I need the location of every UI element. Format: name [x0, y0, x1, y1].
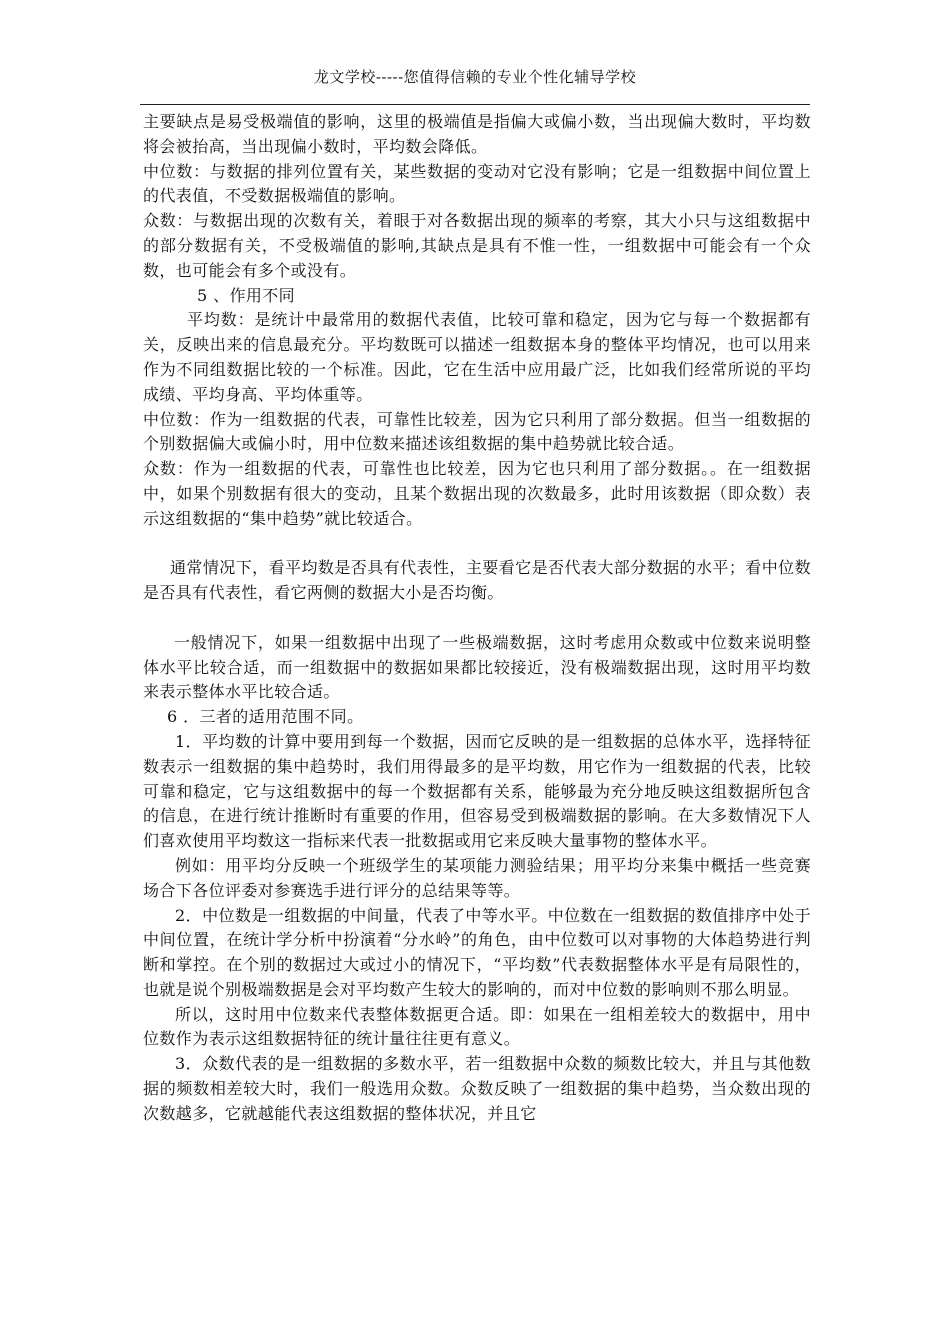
paragraph-point-1: 1．平均数的计算中要用到每一个数据，因而它反映的是一组数据的总体水平，选择特征数表示一组数据的集中趋势时，我们用得最多的是平均数，用它作为一组数据的代表，比较可靠和稳定，它与这组数据中的每一个数据都有关系，能够最为充分地反映这组数据所包含的信息，在进行统计推断时有重要的作用，但容易受到极端数据的影响。在大多数情况下人们喜欢使用平均数这一指标来代表一批数据或用它来反映大量事物的整体水平。 [143, 731, 811, 851]
paragraph-mode-property: 众数：与数据出现的次数有关，着眼于对各数据出现的频率的考察，其大小只与这组数据中的部分数据有关，不受极端值的影响,其缺点是具有不惟一性，一组数据中可能会有一个众数，也可能会有多个或没有。 [143, 211, 811, 280]
document-body [143, 110, 811, 1127]
section-heading-6: 6 ．三者的适用范围不同。 [167, 707, 364, 727]
page-header: 龙文学校-----您值得信赖的专业个性化辅导学校 [313, 68, 637, 86]
paragraph-mean-role: 平均数：是统计中最常用的数据代表值，比较可靠和稳定，因为它与每一个数据都有关，反映出来的信息最充分。平均数既可以描述一组数据本身的整体平均情况，也可以用来作为不同组数据比较的一个标准。因此，它在生活中应用最广泛，比如我们经常所说的平均成绩、平均身高、平均体重等。 [143, 310, 811, 404]
blank-line [143, 532, 811, 557]
paragraph-point-2: 2．中位数是一组数据的中间量，代表了中等水平。中位数在一组数据的数值排序中处于中间位置，在统计学分析中扮演着“分水岭”的角色，由中位数可以对事物的大体趋势进行判断和掌控。在个别的数据过大或过小的情况下，“平均数”代表数据整体水平是有局限性的，也就是说个别极端数据是会对平均数产生较大的影响的，而对中位数的影响则不那么明显。 [143, 905, 811, 999]
paragraph-conclusion: 所以，这时用中位数来代表整体数据更合适。即：如果在一组相差较大的数据中，用中位数作为表示这组数据特征的统计量往往更有意义。 [143, 1004, 811, 1049]
paragraph-mean-drawback: 主要缺点是易受极端值的影响，这里的极端值是指偏大或偏小数，当出现偏大数时，平均数将会被抬高，当出现偏小数时，平均数会降低。 [143, 112, 811, 156]
header-divider [140, 104, 810, 105]
paragraph-representativeness: 通常情况下，看平均数是否具有代表性，主要看它是否代表大部分数据的水平；看中位数是否具有代表性，看它两侧的数据大小是否均衡。 [143, 558, 811, 603]
paragraph-extreme-data: 一般情况下，如果一组数据中出现了一些极端数据，这时考虑用众数或中位数来说明整体水平比较合适，而一组数据中的数据如果都比较接近，没有极端数据出现，这时用平均数来表示整体水平比较合适。 [143, 632, 811, 702]
section-heading-5: 5 、作用不同 [197, 285, 296, 305]
paragraph-median-role: 中位数：作为一组数据的代表，可靠性比较差，因为它只利用了部分数据。但当一组数据的个别数据偏大或偏小时，用中位数来描述该组数据的集中趋势就比较合适。 [143, 409, 811, 454]
paragraph-mode-role: 众数：作为一组数据的代表，可靠性也比较差，因为它也只利用了部分数据。。在一组数据中，如果个别数据有很大的变动，且某个数据出现的次数最多，此时用该数据（即众数）表示这组数据的“集中趋势”就比较适合。 [143, 459, 811, 528]
paragraph-median-property: 中位数：与数据的排列位置有关，某些数据的变动对它没有影响；它是一组数据中间位置上的代表值，不受数据极端值的影响。 [143, 161, 811, 206]
paragraph-point-3: 3．众数代表的是一组数据的多数水平，若一组数据中众数的频数比较大，并且与其他数据的频数相差较大时，我们一般选用众数。众数反映了一组数据的集中趋势，当众数出现的次数越多，它就越能代表这组数据的整体状况，并且它 [143, 1054, 811, 1123]
blank-line [143, 606, 811, 631]
paragraph-example: 例如：用平均分反映一个班级学生的某项能力测验结果；用平均分来集中概括一些竞赛场合下各位评委对参赛选手进行评分的总结果等等。 [143, 855, 811, 900]
